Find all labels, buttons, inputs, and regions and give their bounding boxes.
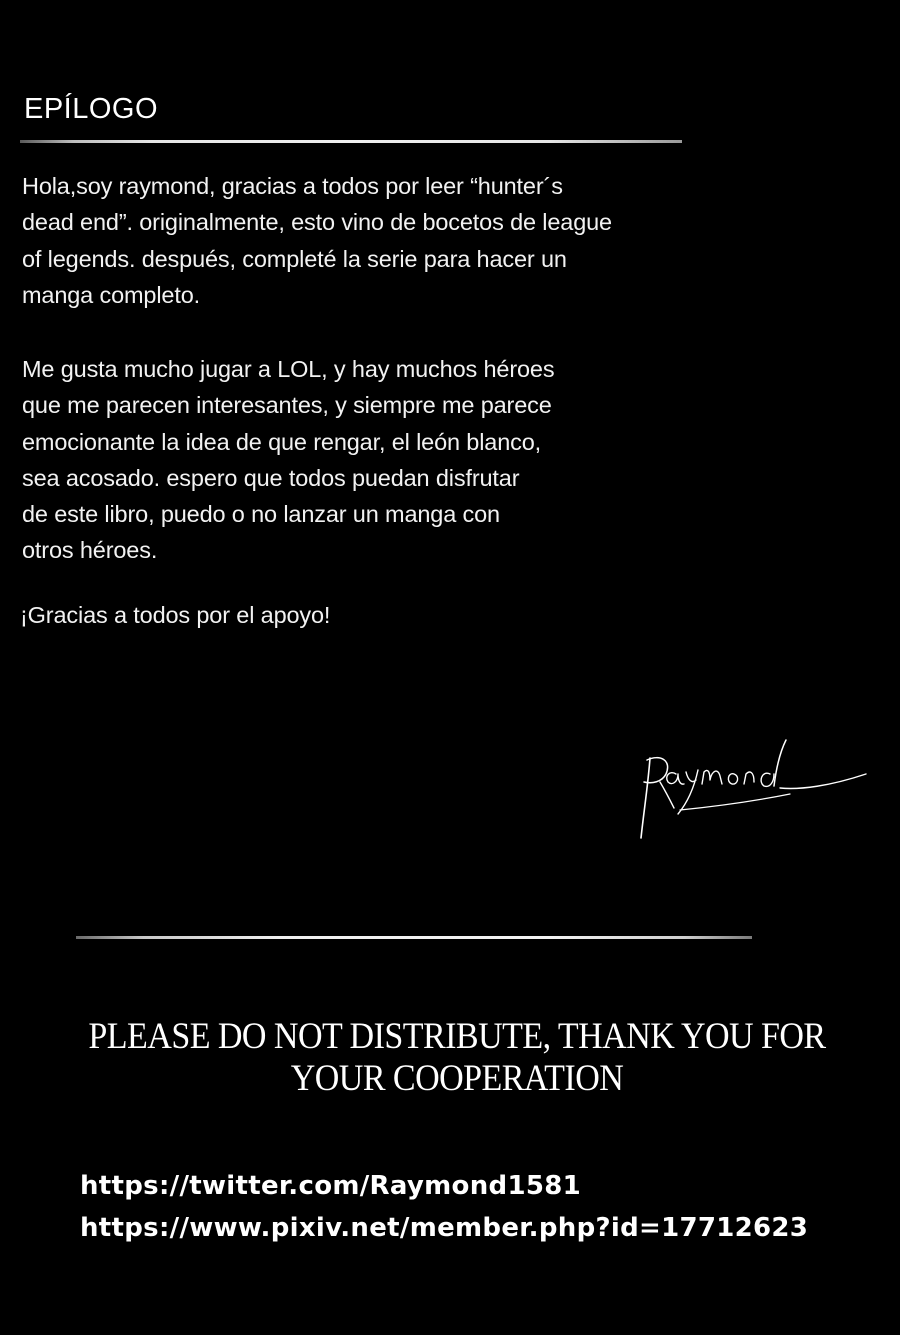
paragraph-line: manga completo. <box>22 281 201 308</box>
twitter-link[interactable]: https://twitter.com/Raymond1581 <box>80 1171 582 1201</box>
bottom-divider <box>76 936 752 939</box>
paragraph-line: sea acosado. espero que todos puedan disfrutar <box>22 464 520 491</box>
paragraph-line: Me gusta mucho jugar a LOL, y hay muchos héroes <box>22 356 555 382</box>
notice-line-2: YOUR COOPERATION <box>290 1058 624 1099</box>
paragraph-line: Hola,soy raymond, gracias a todos por leer “hunter´s <box>22 173 563 199</box>
paragraph-line: otros héroes. <box>22 537 158 564</box>
pixiv-link[interactable]: https://www.pixiv.net/member.php?id=17712623 <box>80 1213 809 1243</box>
paragraph-line: dead end”. originalmente, esto vino de bocetos de league <box>22 209 612 236</box>
paragraph-line: de este libro, puedo o no lanzar un manga con <box>22 501 500 528</box>
paragraph-body <box>22 351 554 569</box>
page-title: EPÍLOGO <box>24 93 159 125</box>
paragraph-thanks: ¡Gracias a todos por el apoyo! <box>20 602 331 628</box>
paragraph-line: emocionante la idea de que rengar, el león blanco, <box>22 428 542 455</box>
paragraph-intro <box>22 168 612 313</box>
notice-line-1: PLEASE DO NOT DISTRIBUTE, THANK YOU FOR <box>88 1016 826 1057</box>
author-links <box>80 1165 808 1249</box>
signature-image <box>630 730 880 850</box>
paragraph-line: of legends. después, completé la serie para hacer un <box>22 245 567 272</box>
distribution-notice <box>73 1016 840 1100</box>
top-divider <box>20 140 682 143</box>
paragraph-line: que me parecen interesantes, y siempre me parece <box>22 392 552 419</box>
